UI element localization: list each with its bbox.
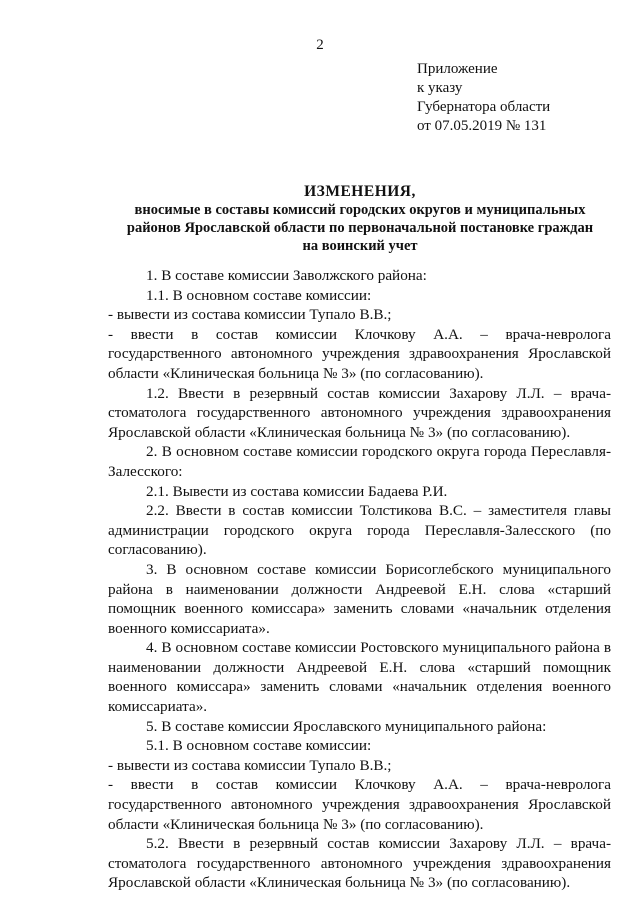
document-title bbox=[105, 183, 615, 255]
page-number: 2 bbox=[316, 37, 324, 53]
paragraph-5-1-remove: - вывести из состава комиссии Тупало В.В.; bbox=[108, 756, 392, 774]
paragraph-1: 1. В составе комиссии Заволжского района: bbox=[146, 267, 427, 284]
paragraph-1-1-add: - ввести в состав комиссии Клочкову А.А. – врача-невролога государственного автономного учреждения здравоохранения Ярославской области «Клиническая больница № 3» (по согласованию). bbox=[108, 325, 611, 382]
paragraph-2-1: 2.1. Вывести из состава комиссии Бадаева Р.И. bbox=[146, 482, 448, 500]
paragraph-5-1-add: - ввести в состав комиссии Клочкову А.А. – врача-невролога государственного автономного учреждения здравоохранения Ярославской области «Клиническая больница № 3» (по согласованию). bbox=[108, 776, 611, 833]
paragraph-2-2: 2.2. Ввести в состав комиссии Толстикова В.С. – заместителя главы администрации городского округа города Переславля-Залесского (по согласованию). bbox=[108, 502, 611, 559]
paragraph-1-1-remove: - вывести из состава комиссии Тупало В.В.; bbox=[108, 306, 392, 324]
appendix-line: от 07.05.2019 № 131 bbox=[417, 118, 547, 134]
paragraph-4: 4. В основном составе комиссии Ростовского муниципального района в наименовании должности Андреевой Е.Н. слова «старший помощник военного комиссара» заменить словами «начальник отделения военного комиссариата». bbox=[108, 639, 611, 716]
title-main: ИЗМЕНЕНИЯ, bbox=[304, 183, 416, 200]
title-line: вносимые в составы комиссий городских округов и муниципальных bbox=[134, 202, 586, 218]
title-line: районов Ярославской области по первоначальной постановке граждан bbox=[126, 220, 594, 236]
appendix-line: Приложение bbox=[417, 61, 498, 77]
paragraph-5: 5. В составе комиссии Ярославского муниципального района: bbox=[146, 717, 547, 735]
paragraph-5-2: 5.2. Ввести в резервный состав комиссии Захарову Л.Л. – врача-стоматолога государственного автономного учреждения здравоохранения Ярославской области «Клиническая больница № 3» (по согласованию). bbox=[108, 835, 611, 892]
appendix-line: к указу bbox=[417, 80, 463, 96]
paragraph-1-2: 1.2. Ввести в резервный состав комиссии Захарову Л.Л. – врача-стоматолога государственного автономного учреждения здравоохранения Ярославской области «Клиническая больница № 3» (по согласованию). bbox=[108, 384, 611, 441]
appendix-line: Губернатора области bbox=[417, 99, 551, 115]
appendix-block bbox=[417, 60, 617, 136]
paragraph-5-1: 5.1. В основном составе комиссии: bbox=[146, 737, 372, 755]
paragraph-3: 3. В основном составе комиссии Борисоглебского муниципального района в наименовании должности Андреевой Е.Н. слова «старший помощник военного комиссара» заменить словами «начальник отделения военного комиссариата». bbox=[108, 560, 611, 637]
document-body bbox=[108, 266, 611, 893]
title-line: на воинский учет bbox=[302, 238, 418, 254]
paragraph-2: 2. В основном составе комиссии городского округа города Переславля-Залесского: bbox=[108, 443, 611, 480]
paragraph-1-1: 1.1. В основном составе комиссии: bbox=[146, 286, 372, 304]
